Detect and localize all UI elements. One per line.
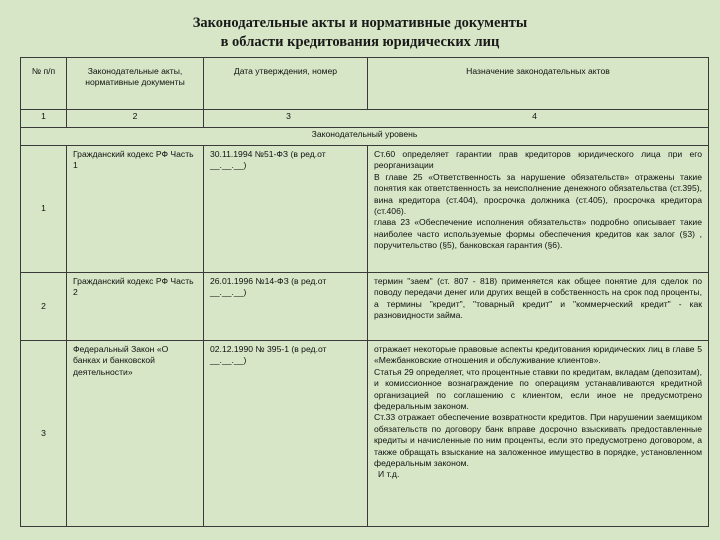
approval-date: 02.12.1990 № 395-1 (в ред.от __.__.__) (204, 341, 368, 527)
title-line-2: в области кредитования юридических лиц (220, 34, 500, 50)
row-number: 3 (21, 341, 67, 527)
level-row (21, 128, 709, 146)
act-name: Федеральный Закон «О банках и банковской деятельности» (67, 341, 204, 527)
purpose-paragraph: Ст.33 отражает обеспечение возвратности кредитов. При нарушении заемщиком обязательств по договору банк вправе досрочно взыскивать предоставленные кредиты и начисленные по ним проценты, если это предусмотрено договором, а также обращать взыскание на заложенное имущество в порядке, установленном федеральным законом. (374, 412, 702, 469)
header-purpose: Назначение законодательных актов (368, 58, 709, 110)
legislative-level-label: Законодательный уровень (21, 128, 709, 146)
purpose-paragraph: И т.д. (378, 469, 400, 480)
header-row (21, 58, 709, 110)
table-row (21, 341, 709, 527)
purpose-paragraph: отражает некоторые правовые аспекты кредитования юридических лиц в главе 5 «Межбанковские отношения и обслуживание клиентов». (374, 344, 702, 366)
approval-date: 26.01.1996 №14-ФЗ (в ред.от __.__.__) (204, 273, 368, 341)
column-number: 1 (21, 110, 67, 128)
header-acts: Законодательные акты, нормативные документы (67, 58, 204, 110)
act-name: Гражданский кодекс РФ Часть 2 (67, 273, 204, 341)
purpose-paragraph: глава 23 «Обеспечение исполнения обязательств» подробно описывает такие наиболее часто используемые формы обеспечения кредитов как залог (§3) , поручительство (§5), банковская гарантия (§6). (374, 217, 702, 251)
column-number (204, 110, 709, 128)
purpose-paragraph: В главе 25 «Ответственность за нарушение обязательств» отражены такие понятия как ответственность за неисполнение денежного обязательства (ст.395), вина кредитора (ст.404), просрочка должника (ст.405), просрочка кредитора (ст.406). (374, 171, 702, 217)
purpose-paragraph: Ст.60 определяет гарантии прав кредиторов юридического лица при его реорганизации (374, 149, 702, 171)
row-number: 1 (21, 146, 67, 273)
act-name: Гражданский кодекс РФ Часть 1 (67, 146, 204, 273)
header-num: № п/п (21, 58, 67, 110)
column-number-3: 3 (286, 111, 291, 121)
approval-date: 30.11.1994 №51-ФЗ (в ред.от __.__.__) (204, 146, 368, 273)
act-purpose (368, 146, 709, 273)
table-row (21, 273, 709, 341)
legislation-table (20, 57, 709, 527)
row-number: 2 (21, 273, 67, 341)
header-date: Дата утверждения, номер (204, 58, 368, 110)
column-numbers-row (21, 110, 709, 128)
act-purpose (368, 341, 709, 527)
column-number-4: 4 (532, 111, 537, 121)
page-title (0, 14, 720, 52)
column-number: 2 (67, 110, 204, 128)
purpose-paragraph: термин "заем" (ст. 807 - 818) применяется как общее понятие для сделок по поводу передачи денег или других вещей в собственность на срок под проценты, а термины "кредит", "товарный кредит" и "коммерческий кредит" - как разновидности займа. (374, 276, 702, 321)
act-purpose (368, 273, 709, 341)
table-row (21, 146, 709, 273)
title-line-1: Законодательные акты и нормативные документы (192, 15, 528, 31)
purpose-paragraph: Статья 29 определяет, что процентные ставки по кредитам, вкладам (депозитам), и комиссионное вознаграждение по операциям устанавливаются кредитной организацией по соглашению с клиентом, если иное не предусмотрено федеральным законом. (374, 366, 702, 412)
